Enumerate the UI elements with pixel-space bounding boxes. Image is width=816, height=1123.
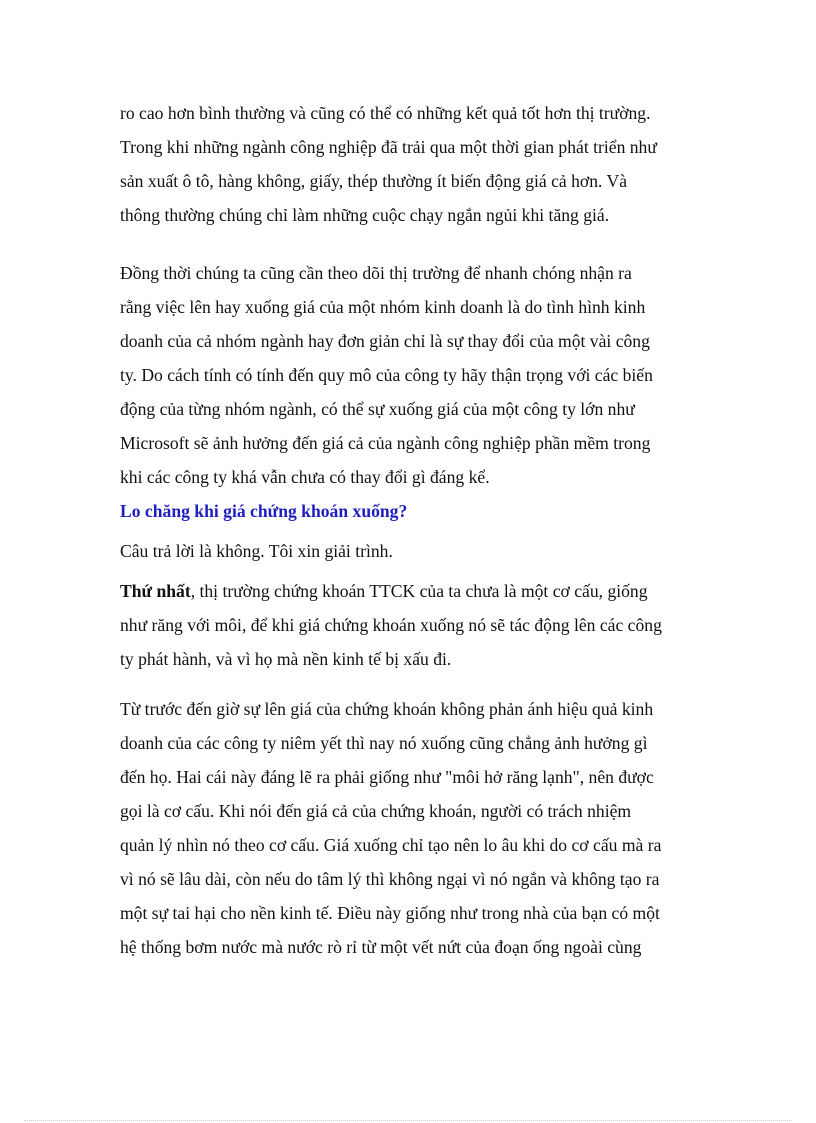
paragraph-answer: Câu trả lời là không. Tôi xin giải trình. — [120, 541, 393, 561]
paragraph-first-point — [120, 574, 705, 676]
first-point-text: , thị trường chứng khoán TTCK của ta chưa là một cơ cấu, giống như răng với môi, để khi giá chứng khoán xuống nó sẽ tác động lên các công ty phát hành, và vì họ mà nền kinh tế bị xấu đi. — [120, 581, 662, 669]
page-bottom-divider — [24, 1120, 792, 1121]
paragraph-market-watch: Đồng thời chúng ta cũng cần theo dõi thị trường để nhanh chóng nhận ra rằng việc lên hay xuống giá của một nhóm kinh doanh là do tình hình kinh doanh của cả nhóm ngành hay đơn giản chỉ là sự thay đổi của một vài công ty. Do cách tính có tính đến quy mô của công ty hãy thận trọng với các biến động của từng nhóm ngành, có thể sự xuống giá của một công ty lớn như Microsoft sẽ ảnh hưởng đến giá cả của ngành công nghiệp phần mềm trong khi các công ty khá vẫn chưa có thay đổi gì đáng kể. — [120, 263, 653, 487]
section-heading: Lo chăng khi giá chứng khoán xuống? — [120, 501, 408, 521]
paragraph-closing: Từ trước đến giờ sự lên giá của chứng khoán không phản ánh hiệu quả kinh doanh của các công ty niêm yết thì nay nó xuống cũng chẳng ảnh hưởng gì đến họ. Hai cái này đáng lẽ ra phải giống như "môi hở răng lạnh", nên được gọi là cơ cấu. Khi nói đến giá cả của chứng khoán, người có trách nhiệm quản lý nhìn nó theo cơ cấu. Giá xuống chỉ tạo nên lo âu khi do cơ cấu mà ra vì nó sẽ lâu dài, còn nếu do tâm lý thì không ngại vì nó ngắn và không tạo ra một sự tai hại cho nền kinh tế. Điều này giống như trong nhà của bạn có một hệ thống bơm nước mà nước rò rỉ từ một vết nứt của đoạn ống ngoài cùng — [120, 699, 662, 957]
first-point-label: Thứ nhất — [120, 581, 191, 601]
document-page — [120, 96, 705, 964]
paragraph-industry-volatility: ro cao hơn bình thường và cũng có thể có những kết quả tốt hơn thị trường. Trong khi những ngành công nghiệp đã trải qua một thời gian phát triển như sản xuất ô tô, hàng không, giấy, thép thường ít biến động giá cả hơn. Và thông thường chúng chỉ làm những cuộc chạy ngắn ngủi khi tăng giá. — [120, 103, 657, 225]
